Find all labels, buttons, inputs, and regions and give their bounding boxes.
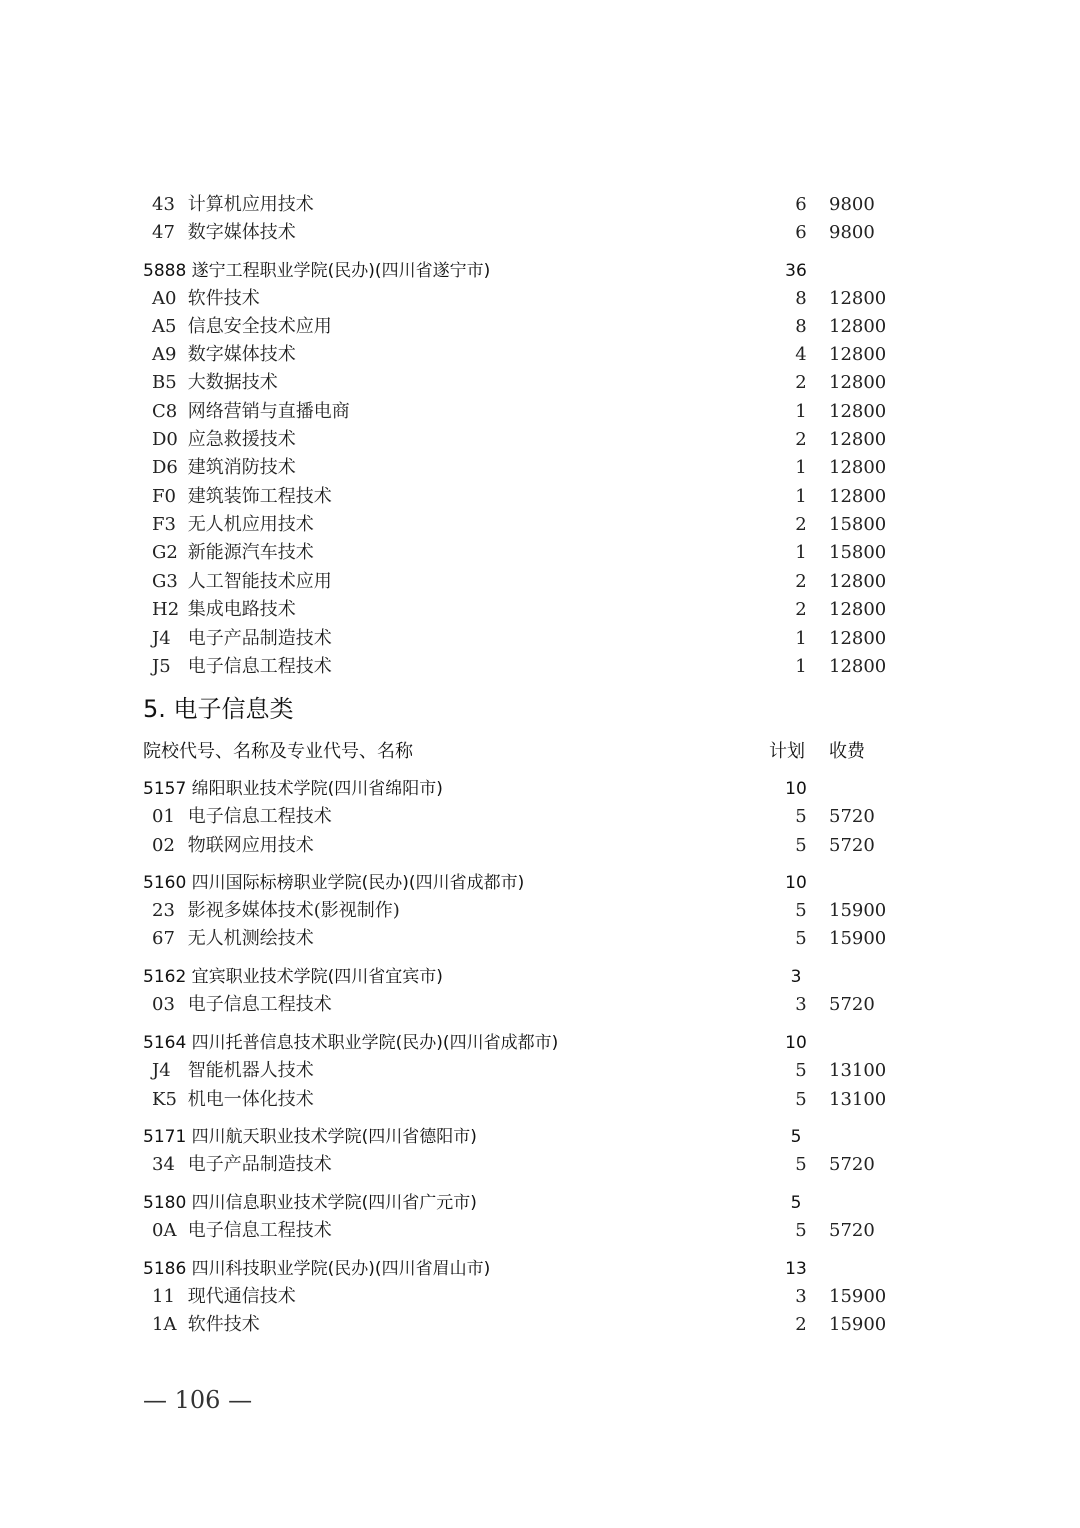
- table-row: [0, 313, 1080, 341]
- plan-cell: 5: [795, 1220, 807, 1241]
- column-header-fee: 收费: [829, 741, 865, 762]
- plan-cell: 13: [785, 1259, 807, 1279]
- plan-cell: 1: [795, 486, 807, 507]
- section-title: 5. 电子信息类: [143, 695, 294, 723]
- plan-cell: 4: [795, 344, 807, 365]
- plan-cell: 2: [795, 514, 807, 535]
- plan-cell: 3: [795, 994, 807, 1015]
- table-row: [0, 1151, 1080, 1179]
- institution-row: [0, 1189, 1080, 1217]
- table-row: [0, 1217, 1080, 1245]
- fee-cell: 13100: [829, 1089, 887, 1110]
- plan-cell: 5: [795, 1060, 807, 1081]
- table-row: [0, 897, 1080, 925]
- table-row: [0, 1086, 1080, 1114]
- fee-cell: 12800: [829, 486, 887, 507]
- table-row: [0, 454, 1080, 482]
- major-label: 01 电子信息工程技术: [152, 806, 332, 827]
- institution-label: 5160 四川国际标榜职业学院(民办)(四川省成都市): [143, 873, 525, 893]
- plan-cell: 5: [795, 1089, 807, 1110]
- table-row: [0, 1057, 1080, 1085]
- major-label: 23 影视多媒体技术(影视制作): [152, 900, 400, 921]
- table-row: [0, 803, 1080, 831]
- major-label: A5 信息安全技术应用: [152, 316, 332, 337]
- fee-cell: 12800: [829, 457, 887, 478]
- column-header-name: 院校代号、名称及专业代号、名称: [143, 741, 413, 762]
- plan-cell: 5: [790, 1193, 802, 1213]
- plan-cell: 10: [785, 1033, 807, 1053]
- major-label: F0 建筑装饰工程技术: [152, 486, 332, 507]
- plan-cell: 5: [795, 806, 807, 827]
- fee-cell: 12800: [829, 344, 887, 365]
- table-row: [0, 991, 1080, 1019]
- fee-cell: 5720: [829, 806, 875, 827]
- institution-row: [0, 257, 1080, 285]
- page-number: — 106 —: [143, 1386, 253, 1414]
- fee-cell: 15900: [829, 900, 887, 921]
- fee-cell: 12800: [829, 401, 887, 422]
- plan-cell: 5: [790, 1127, 802, 1147]
- major-label: 67 无人机测绘技术: [152, 928, 314, 949]
- plan-cell: 8: [795, 316, 807, 337]
- institution-row: [0, 963, 1080, 991]
- table-header: [0, 738, 1080, 766]
- fee-cell: 15900: [829, 928, 887, 949]
- major-label: C8 网络营销与直播电商: [152, 401, 350, 422]
- major-label: F3 无人机应用技术: [152, 514, 314, 535]
- major-label: J4 电子产品制造技术: [152, 628, 332, 649]
- table-row: [0, 625, 1080, 653]
- institution-row: [0, 775, 1080, 803]
- plan-cell: 1: [795, 656, 807, 677]
- plan-cell: 8: [795, 288, 807, 309]
- fee-cell: 12800: [829, 288, 887, 309]
- fee-cell: 12800: [829, 429, 887, 450]
- fee-cell: 12800: [829, 316, 887, 337]
- plan-cell: 5: [795, 1154, 807, 1175]
- major-label: K5 机电一体化技术: [152, 1089, 314, 1110]
- major-label: 1A 软件技术: [152, 1314, 260, 1335]
- plan-cell: 1: [795, 401, 807, 422]
- plan-cell: 2: [795, 372, 807, 393]
- institution-label: 5157 绵阳职业技术学院(四川省绵阳市): [143, 779, 443, 799]
- plan-cell: 5: [795, 928, 807, 949]
- table-row: [0, 426, 1080, 454]
- plan-cell: 3: [795, 1286, 807, 1307]
- institution-row: [0, 1255, 1080, 1283]
- plan-cell: 5: [795, 835, 807, 856]
- institution-label: 5186 四川科技职业学院(民办)(四川省眉山市): [143, 1259, 491, 1279]
- plan-cell: 5: [795, 900, 807, 921]
- institution-row: [0, 869, 1080, 897]
- major-label: A0 软件技术: [152, 288, 260, 309]
- plan-cell: 1: [795, 542, 807, 563]
- major-label: H2 集成电路技术: [152, 599, 296, 620]
- table-row: [0, 219, 1080, 247]
- major-label: 43 计算机应用技术: [152, 194, 314, 215]
- major-label: 34 电子产品制造技术: [152, 1154, 332, 1175]
- plan-cell: 3: [790, 967, 802, 987]
- fee-cell: 12800: [829, 571, 887, 592]
- fee-cell: 15800: [829, 542, 887, 563]
- fee-cell: 12800: [829, 628, 887, 649]
- fee-cell: 5720: [829, 994, 875, 1015]
- plan-cell: 6: [795, 194, 807, 215]
- major-label: D6 建筑消防技术: [152, 457, 296, 478]
- table-row: [0, 568, 1080, 596]
- major-label: J4 智能机器人技术: [152, 1060, 314, 1081]
- table-row: [0, 369, 1080, 397]
- fee-cell: 13100: [829, 1060, 887, 1081]
- table-row: [0, 191, 1080, 219]
- table-row: [0, 832, 1080, 860]
- major-label: 47 数字媒体技术: [152, 222, 296, 243]
- institution-label: 5888 遂宁工程职业学院(民办)(四川省遂宁市): [143, 261, 491, 281]
- fee-cell: 15900: [829, 1314, 887, 1335]
- major-label: G3 人工智能技术应用: [152, 571, 332, 592]
- institution-row: [0, 1123, 1080, 1151]
- institution-label: 5171 四川航天职业技术学院(四川省德阳市): [143, 1127, 477, 1147]
- major-label: 02 物联网应用技术: [152, 835, 314, 856]
- fee-cell: 12800: [829, 656, 887, 677]
- fee-cell: 15900: [829, 1286, 887, 1307]
- table-row: [0, 653, 1080, 681]
- table-row: [0, 1283, 1080, 1311]
- fee-cell: 9800: [829, 222, 875, 243]
- major-label: 0A 电子信息工程技术: [152, 1220, 332, 1241]
- plan-cell: 2: [795, 429, 807, 450]
- plan-cell: 36: [785, 261, 807, 281]
- column-header-plan: 计划: [769, 741, 805, 762]
- fee-cell: 9800: [829, 194, 875, 215]
- institution-label: 5164 四川托普信息技术职业学院(民办)(四川省成都市): [143, 1033, 559, 1053]
- institution-row: [0, 1029, 1080, 1057]
- table-row: [0, 511, 1080, 539]
- major-label: B5 大数据技术: [152, 372, 278, 393]
- major-label: A9 数字媒体技术: [152, 344, 296, 365]
- plan-cell: 10: [785, 873, 807, 893]
- institution-label: 5162 宜宾职业技术学院(四川省宜宾市): [143, 967, 443, 987]
- fee-cell: 5720: [829, 835, 875, 856]
- table-row: [0, 483, 1080, 511]
- major-label: 03 电子信息工程技术: [152, 994, 332, 1015]
- plan-cell: 1: [795, 628, 807, 649]
- table-row: [0, 539, 1080, 567]
- major-label: 11 现代通信技术: [152, 1286, 296, 1307]
- plan-cell: 10: [785, 779, 807, 799]
- fee-cell: 5720: [829, 1154, 875, 1175]
- table-row: [0, 925, 1080, 953]
- plan-cell: 2: [795, 571, 807, 592]
- table-row: [0, 285, 1080, 313]
- major-label: D0 应急救援技术: [152, 429, 296, 450]
- institution-label: 5180 四川信息职业技术学院(四川省广元市): [143, 1193, 477, 1213]
- major-label: G2 新能源汽车技术: [152, 542, 314, 563]
- table-row: [0, 1311, 1080, 1339]
- plan-cell: 2: [795, 1314, 807, 1335]
- table-row: [0, 398, 1080, 426]
- fee-cell: 5720: [829, 1220, 875, 1241]
- major-label: J5 电子信息工程技术: [152, 656, 332, 677]
- table-row: [0, 341, 1080, 369]
- fee-cell: 15800: [829, 514, 887, 535]
- plan-cell: 6: [795, 222, 807, 243]
- fee-cell: 12800: [829, 372, 887, 393]
- fee-cell: 12800: [829, 599, 887, 620]
- table-row: [0, 596, 1080, 624]
- plan-cell: 2: [795, 599, 807, 620]
- plan-cell: 1: [795, 457, 807, 478]
